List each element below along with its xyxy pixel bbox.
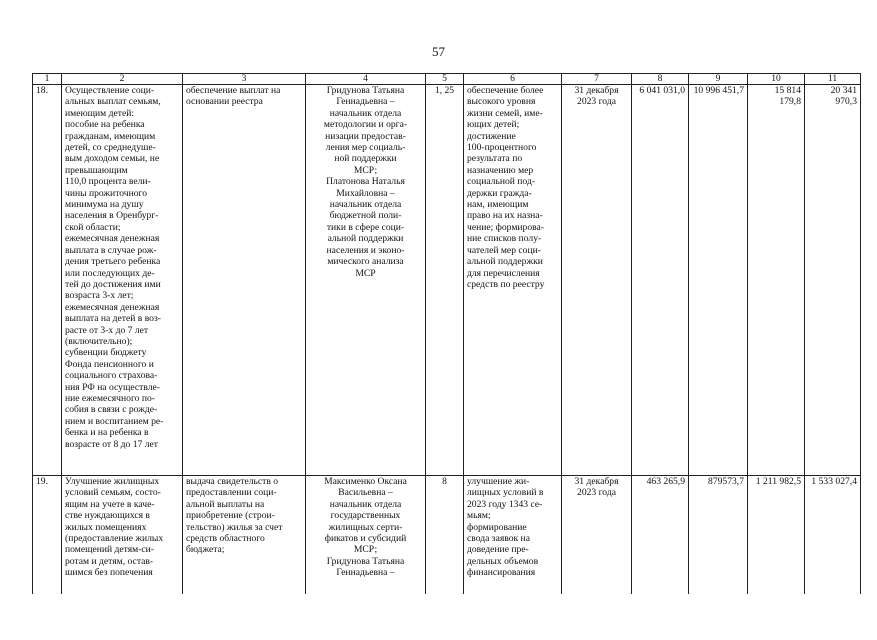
col5-cell: 8 (426, 476, 464, 595)
column-header: 2 (62, 74, 183, 85)
deadline-cell: 31 декабря 2023 года (562, 85, 632, 476)
row-number: 18. (33, 85, 62, 476)
result-cell: улучшение жи- лищных условий в 2023 году 1343 се- мьям; формирование свода заявок на доведение пре- дельных объемов финансирования (464, 476, 562, 595)
responsible-cell: Максименко Оксана Васильевна – начальник отдела государственных жилищных серти- фикатов и субсидий МСР; Гридунова Татьяна Геннадьевна – (306, 476, 426, 595)
table-header-row (33, 74, 861, 85)
column-header: 5 (426, 74, 464, 85)
table-row (33, 476, 861, 595)
page-number: 57 (432, 44, 445, 59)
value-col8: 463 265,9 (632, 476, 689, 595)
value-col9: 10 996 451,7 (689, 85, 748, 476)
value-col10: 15 814 179,8 (748, 85, 805, 476)
value-col11: 1 533 027,4 (805, 476, 861, 595)
column-header: 3 (183, 74, 306, 85)
column-header: 10 (748, 74, 805, 85)
value-col8: 6 041 031,0 (632, 85, 689, 476)
activity-cell: Улучшение жилищных условий семьям, состо- ящим на учете в каче- стве нуждающихся в жилых помещениях (предоставление жилых помещений детям-си- ротам и детям, остав- шимся без попечения (62, 476, 183, 595)
column-header: 8 (632, 74, 689, 85)
column-header: 11 (805, 74, 861, 85)
column-header: 9 (689, 74, 748, 85)
column-header: 1 (33, 74, 62, 85)
table-row (33, 85, 861, 476)
mechanism-cell: выдача свидетельств о предоставлении соци- альной выплаты на приобретение (строи- тельство) жилья за счет средств областного бюджета; (183, 476, 306, 595)
result-cell: обеспечение более высокого уровня жизни семей, име- ющих детей; достижение 100-процентного результата по назначению мер социальной под- держки гражда- нам, имеющим право на их назна- чение; формирова- ние списков полу- чателей мер соци- альной поддержки для перечисления средств по реестру (464, 85, 562, 476)
value-col10: 1 211 982,5 (748, 476, 805, 595)
column-header: 7 (562, 74, 632, 85)
column-header: 4 (306, 74, 426, 85)
value-col9: 879573,7 (689, 476, 748, 595)
activity-cell: Осуществление соци- альных выплат семьям, имеющим детей: пособие на ребенка гражданам, имеющим детей, со среднедуше- вым доходом семьи, не превышающим 110,0 процента вели- чины прожиточного минимума на душу населения в Оренбург- ской области; ежемесячная денежная выплата в случае рож- дения третьего ребенка или последующих де- тей до достижения ими возраста 3-х лет; ежемесячная денежная выплата на детей в воз- расте от 3-х до 7 лет (включительно); субвенции бюджету Фонда пенсионного и социального страхова- ния РФ на осуществле- ние ежемесячного по- собия в связи с рожде- нием и воспитанием ре- бенка и на ребенка в возрасте от 8 до 17 лет (62, 85, 183, 476)
value-col11: 20 341 970,3 (805, 85, 861, 476)
mechanism-cell: обеспечение выплат на основании реестра (183, 85, 306, 476)
column-header: 6 (464, 74, 562, 85)
col5-cell: 1, 25 (426, 85, 464, 476)
plan-table (32, 73, 861, 594)
responsible-cell: Гридунова Татьяна Геннадьевна – начальник отдела методологии и орга- низации предостав- ления мер социаль- ной поддержки МСР; Платонова Наталья Михайловна – начальник отдела бюджетной поли- тики в сфере соци- альной поддержки населения и эконо- мического анализа МСР (306, 85, 426, 476)
row-number: 19. (33, 476, 62, 595)
deadline-cell: 31 декабря 2023 года (562, 476, 632, 595)
